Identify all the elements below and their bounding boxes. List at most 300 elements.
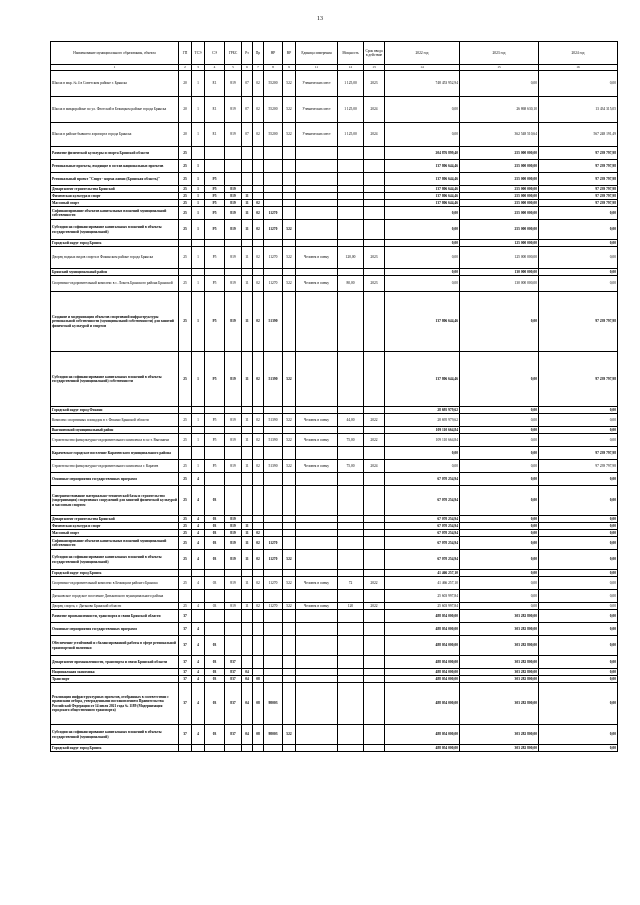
table-cell <box>338 725 364 745</box>
table-cell <box>338 200 364 207</box>
table-cell <box>338 173 364 186</box>
table-row <box>51 173 618 186</box>
table-cell <box>364 352 385 407</box>
row-name-cell: Карачевское городское поселение Карачевского муниципального района <box>51 447 179 460</box>
table-cell: 67 070 254,94 <box>385 516 460 523</box>
table-cell: 11270 <box>264 220 283 240</box>
table-cell: 0,00 <box>539 523 618 530</box>
table-cell <box>338 427 364 434</box>
table-cell: 25 <box>179 603 192 610</box>
table-cell: 0,00 <box>539 590 618 603</box>
table-cell: Р5 <box>205 276 225 292</box>
table-cell: 488 054 000,00 <box>385 676 460 683</box>
table-cell: 72 <box>338 577 364 590</box>
table-cell: 1 <box>192 434 205 447</box>
table-cell: 1 <box>192 207 205 220</box>
table-cell: 0,00 <box>385 97 460 123</box>
table-cell <box>192 610 205 623</box>
table-cell: 0,00 <box>539 269 618 276</box>
row-name-cell: Развитие физической культуры и спорта Брянской области <box>51 147 179 160</box>
table-cell <box>283 570 296 577</box>
table-row <box>51 447 618 460</box>
table-cell <box>192 240 205 247</box>
table-cell: 0,00 <box>539 636 618 656</box>
table-cell: 11 <box>242 603 253 610</box>
table-cell <box>242 636 253 656</box>
table-cell <box>283 186 296 193</box>
table-cell: 28 695 979,62 <box>385 407 460 414</box>
row-name-cell: Департамент строительства Брянской <box>51 516 179 523</box>
table-cell: 4 <box>192 656 205 669</box>
table-cell: 819 <box>225 276 242 292</box>
table-cell <box>283 147 296 160</box>
table-cell: 488 054 000,00 <box>385 745 460 752</box>
table-cell: 1 <box>192 220 205 240</box>
table-cell: 0,00 <box>539 725 618 745</box>
table-cell <box>253 486 264 516</box>
table-cell <box>253 173 264 186</box>
table-cell <box>296 623 338 636</box>
row-name-cell: Школа в мкр. № 4 в Советском районе г. Брянска <box>51 71 179 97</box>
table-cell <box>253 193 264 200</box>
table-cell <box>242 407 253 414</box>
table-cell: 67 070 254,94 <box>385 537 460 550</box>
table-cell: 25 <box>179 516 192 523</box>
table-row <box>51 473 618 486</box>
table-cell <box>296 292 338 352</box>
table-cell <box>264 656 283 669</box>
table-cell <box>283 516 296 523</box>
table-cell: 488 054 000,00 <box>385 725 460 745</box>
table-cell: 11 <box>242 352 253 407</box>
table-cell: 130 000 000,00 <box>460 269 539 276</box>
table-cell <box>264 516 283 523</box>
table-cell <box>283 486 296 516</box>
table-cell <box>225 570 242 577</box>
table-row <box>51 269 618 276</box>
table-cell <box>338 240 364 247</box>
table-cell: 819 <box>225 97 242 123</box>
column-number: 8 <box>264 65 283 71</box>
table-cell <box>283 193 296 200</box>
table-cell: 51390 <box>264 292 283 352</box>
table-cell <box>242 147 253 160</box>
table-cell: 25 <box>179 200 192 207</box>
table-cell: 204 876 899,40 <box>385 147 460 160</box>
table-cell: 0,00 <box>539 220 618 240</box>
table-cell: 02 <box>253 276 264 292</box>
table-cell: 819 <box>225 292 242 352</box>
table-cell <box>283 683 296 725</box>
table-cell: 04 <box>242 676 253 683</box>
column-header: ТСЭ <box>192 42 205 65</box>
table-cell: Человек в смену <box>296 603 338 610</box>
table-cell <box>338 207 364 220</box>
table-cell <box>225 173 242 186</box>
table-row <box>51 434 618 447</box>
table-cell: 819 <box>225 434 242 447</box>
table-cell: 0,00 <box>460 530 539 537</box>
table-cell <box>225 407 242 414</box>
table-cell: 98003 <box>264 683 283 725</box>
table-cell <box>283 269 296 276</box>
table-cell <box>264 676 283 683</box>
table-cell: 51390 <box>264 460 283 473</box>
row-name-cell: Реализация инфраструктурных проектов, отобранных в соответствии с правилами отбора, утвержденными постановлением Правительства Российской Федерации от 14 июля 2021 года № 1189 (Модернизация городского общественного транспорта) <box>51 683 179 725</box>
table-cell: Е1 <box>205 97 225 123</box>
table-cell: 255 000 000,00 <box>460 200 539 207</box>
table-cell: 1 <box>192 352 205 407</box>
table-cell: 0,00 <box>539 610 618 623</box>
table-cell: 55200 <box>264 123 283 147</box>
table-cell: 75,00 <box>338 434 364 447</box>
table-cell <box>264 447 283 460</box>
table-cell <box>205 269 225 276</box>
table-cell: 1 <box>192 460 205 473</box>
table-cell: 0,00 <box>460 447 539 460</box>
table-cell: 25 <box>179 550 192 570</box>
table-cell: 11270 <box>264 603 283 610</box>
table-cell: 109 110 664,84 <box>385 427 460 434</box>
table-cell: Р5 <box>205 460 225 473</box>
table-cell: 1 <box>192 193 205 200</box>
table-cell <box>364 623 385 636</box>
table-cell: 11270 <box>264 247 283 269</box>
table-cell <box>225 473 242 486</box>
table-cell: Р5 <box>205 186 225 193</box>
table-cell: 125 000 000,00 <box>460 240 539 247</box>
row-name-cell: Субсидии на софинансирование капитальных вложений в объекты государственной (муниципальной) <box>51 550 179 570</box>
table-cell: 819 <box>225 193 242 200</box>
table-cell <box>364 186 385 193</box>
table-row <box>51 656 618 669</box>
row-name-cell: Дворец водных видов спорта в Фокинском районе города Брянска <box>51 247 179 269</box>
table-cell: 11 <box>242 523 253 530</box>
table-cell <box>364 407 385 414</box>
column-header: Срок ввода в действие <box>364 42 385 65</box>
table-cell: 4 <box>192 577 205 590</box>
table-cell: 522 <box>283 220 296 240</box>
table-cell <box>283 590 296 603</box>
table-cell <box>242 473 253 486</box>
table-cell: 2024 <box>364 123 385 147</box>
table-cell <box>283 537 296 550</box>
column-header: 2022 год <box>385 42 460 65</box>
table-cell: 0,00 <box>460 577 539 590</box>
table-cell: 837 <box>225 725 242 745</box>
table-cell <box>242 240 253 247</box>
table-cell <box>283 669 296 676</box>
table-cell: 03 <box>205 725 225 745</box>
table-cell: 02 <box>253 220 264 240</box>
table-cell: 0,00 <box>539 745 618 752</box>
column-header: ГП <box>179 42 192 65</box>
table-cell <box>242 447 253 460</box>
table-cell: 303 282 800,00 <box>460 676 539 683</box>
table-cell <box>296 352 338 407</box>
table-cell: 255 000 000,00 <box>460 220 539 240</box>
table-cell <box>242 427 253 434</box>
table-body <box>51 71 618 752</box>
table-cell: 0,00 <box>539 669 618 676</box>
table-cell: Р5 <box>205 434 225 447</box>
table-cell <box>205 570 225 577</box>
table-cell: Р5 <box>205 207 225 220</box>
table-cell: 28 695 979,62 <box>385 414 460 427</box>
table-cell <box>283 745 296 752</box>
table-cell <box>253 160 264 173</box>
table-cell: 04 <box>242 725 253 745</box>
table-cell: 303 282 800,00 <box>460 683 539 725</box>
table-cell: 0,00 <box>460 516 539 523</box>
table-cell: 4 <box>192 676 205 683</box>
table-cell: 25 <box>179 537 192 550</box>
table-cell: Е1 <box>205 123 225 147</box>
table-cell <box>205 407 225 414</box>
table-cell: 130 000 000,00 <box>460 276 539 292</box>
table-cell <box>253 447 264 460</box>
table-cell: 55200 <box>264 97 283 123</box>
table-cell <box>296 193 338 200</box>
table-cell <box>242 486 253 516</box>
table-cell: 522 <box>283 603 296 610</box>
table-cell <box>364 447 385 460</box>
table-cell <box>205 745 225 752</box>
table-cell: 522 <box>283 71 296 97</box>
table-cell: 11 <box>242 207 253 220</box>
table-cell: 02 <box>253 434 264 447</box>
row-name-cell: Обеспечение устойчивой и сбалансированной работы в сфере региональной транспортной политики <box>51 636 179 656</box>
table-cell: Человек в смену <box>296 247 338 269</box>
column-header: ВР <box>283 42 296 65</box>
table-cell: 1 <box>192 292 205 352</box>
table-cell: 125 000 000,00 <box>460 247 539 269</box>
table-cell: 11 <box>242 220 253 240</box>
table-cell: 67 070 254,94 <box>385 523 460 530</box>
table-cell: 0,00 <box>539 577 618 590</box>
table-cell <box>205 147 225 160</box>
table-cell: 80,00 <box>338 276 364 292</box>
column-header: 2023 год <box>460 42 539 65</box>
column-number: 5 <box>225 65 242 71</box>
row-name-cell: Массовый спорт <box>51 200 179 207</box>
row-name-cell: Департамент строительства Брянской <box>51 186 179 193</box>
table-cell: 07 <box>242 71 253 97</box>
table-cell: 522 <box>283 434 296 447</box>
table-cell: 0,00 <box>539 473 618 486</box>
table-cell: 522 <box>283 97 296 123</box>
table-cell <box>296 725 338 745</box>
table-cell <box>296 240 338 247</box>
table-cell <box>296 537 338 550</box>
table-row <box>51 577 618 590</box>
table-cell <box>296 473 338 486</box>
table-cell: 25 <box>179 193 192 200</box>
table-cell <box>264 173 283 186</box>
table-cell: 02 <box>253 247 264 269</box>
table-cell: 837 <box>225 683 242 725</box>
column-number: 13 <box>364 65 385 71</box>
table-cell: 07 <box>242 97 253 123</box>
table-cell <box>364 207 385 220</box>
table-cell: 13 434 315,05 <box>539 97 618 123</box>
table-cell: Человек в смену <box>296 276 338 292</box>
table-cell: 25 <box>179 460 192 473</box>
table-cell <box>225 269 242 276</box>
table-cell: 0,00 <box>539 276 618 292</box>
table-cell: Человек в смену <box>296 414 338 427</box>
table-cell: 11270 <box>264 207 283 220</box>
table-cell <box>296 683 338 725</box>
table-cell: 1 <box>192 71 205 97</box>
table-cell: Р5 <box>205 173 225 186</box>
table-cell <box>205 160 225 173</box>
table-cell: 522 <box>283 123 296 147</box>
table-cell: 03 <box>205 683 225 725</box>
table-cell <box>264 186 283 193</box>
column-number: 4 <box>205 65 225 71</box>
table-row <box>51 486 618 516</box>
table-cell: 0,00 <box>539 414 618 427</box>
table-cell <box>338 676 364 683</box>
table-cell: 4 <box>192 516 205 523</box>
table-cell: 0,00 <box>539 656 618 669</box>
table-cell <box>338 473 364 486</box>
table-cell <box>364 570 385 577</box>
table-cell <box>338 623 364 636</box>
table-cell <box>296 516 338 523</box>
table-cell: 1 <box>192 123 205 147</box>
table-cell: 1 125,00 <box>338 123 364 147</box>
table-row <box>51 570 618 577</box>
table-cell <box>364 240 385 247</box>
table-row <box>51 683 618 725</box>
row-name-cell: Дятьковское городское поселение Дятьковского муниципального района <box>51 590 179 603</box>
table-cell: Р5 <box>205 414 225 427</box>
table-cell: 2023 <box>364 276 385 292</box>
table-cell: 97 239 797,98 <box>539 186 618 193</box>
table-cell <box>205 473 225 486</box>
column-number: 7 <box>253 65 264 71</box>
table-cell <box>264 486 283 516</box>
table-cell <box>338 610 364 623</box>
table-cell: 75,00 <box>338 460 364 473</box>
table-cell: 97 239 797,98 <box>539 193 618 200</box>
table-cell <box>296 745 338 752</box>
table-cell: 55200 <box>264 71 283 97</box>
table-cell <box>338 590 364 603</box>
table-row <box>51 636 618 656</box>
table-cell <box>283 207 296 220</box>
table-cell: 303 282 800,00 <box>460 725 539 745</box>
table-cell: 819 <box>225 220 242 240</box>
column-header: Пр <box>253 42 264 65</box>
table-cell <box>192 269 205 276</box>
table-cell: 488 054 000,00 <box>385 683 460 725</box>
table-cell: 51390 <box>264 434 283 447</box>
table-cell: 97 239 797,98 <box>539 173 618 186</box>
column-number: 16 <box>539 65 618 71</box>
column-number: 1 <box>51 65 179 71</box>
table-cell: 4 <box>192 725 205 745</box>
table-cell <box>338 570 364 577</box>
table-cell: 4 <box>192 636 205 656</box>
table-cell: 02 <box>253 292 264 352</box>
table-cell: 0,00 <box>539 603 618 610</box>
table-cell: 522 <box>283 352 296 407</box>
column-header: Мощность <box>338 42 364 65</box>
table-row <box>51 407 618 414</box>
table-cell: 748 453 952,94 <box>385 71 460 97</box>
table-cell <box>253 669 264 676</box>
table-cell: 11270 <box>264 537 283 550</box>
table-cell: 819 <box>225 414 242 427</box>
table-cell: 303 282 800,00 <box>460 636 539 656</box>
table-cell <box>296 656 338 669</box>
table-cell: 03 <box>205 669 225 676</box>
table-cell: 02 <box>253 71 264 97</box>
table-row <box>51 676 618 683</box>
table-cell <box>338 550 364 570</box>
table-row <box>51 523 618 530</box>
table-cell <box>253 427 264 434</box>
table-cell: 02 <box>253 603 264 610</box>
table-cell <box>253 516 264 523</box>
table-cell: 4 <box>192 486 205 516</box>
table-cell: 1 125,00 <box>338 71 364 97</box>
table-cell: 1 <box>192 186 205 193</box>
table-cell: 25 <box>179 220 192 240</box>
table-cell: 488 054 000,00 <box>385 636 460 656</box>
table-cell: 0,00 <box>539 537 618 550</box>
table-cell: 25 <box>179 276 192 292</box>
table-cell <box>338 669 364 676</box>
table-cell: 567 248 191,49 <box>539 123 618 147</box>
table-cell: 25 <box>179 352 192 407</box>
table-cell <box>364 516 385 523</box>
table-cell: 4 <box>192 473 205 486</box>
table-cell: 67 070 254,94 <box>385 486 460 516</box>
table-cell: 4 <box>192 683 205 725</box>
table-cell: 0,00 <box>460 570 539 577</box>
table-cell <box>296 669 338 676</box>
table-cell <box>338 537 364 550</box>
table-row <box>51 623 618 636</box>
table-row <box>51 160 618 173</box>
table-cell: 0,00 <box>460 292 539 352</box>
row-name-cell: Национальная экономика <box>51 669 179 676</box>
table-cell: 522 <box>283 460 296 473</box>
table-cell: 255 000 000,00 <box>460 186 539 193</box>
table-cell: Р5 <box>205 193 225 200</box>
table-cell: 11270 <box>264 550 283 570</box>
table-row <box>51 200 618 207</box>
table-cell: 522 <box>283 577 296 590</box>
table-cell: 97 239 797,98 <box>539 147 618 160</box>
table-cell <box>338 269 364 276</box>
table-cell: 0,00 <box>539 623 618 636</box>
row-name-cell: Городской округ город Брянск <box>51 745 179 752</box>
table-cell: 37 <box>179 725 192 745</box>
table-cell <box>296 407 338 414</box>
table-cell <box>225 486 242 516</box>
table-cell <box>242 269 253 276</box>
table-cell: 137 806 644,46 <box>385 200 460 207</box>
table-cell: 02 <box>253 352 264 407</box>
table-cell <box>264 610 283 623</box>
table-cell: 03 <box>205 523 225 530</box>
table-cell: 488 054 000,00 <box>385 623 460 636</box>
